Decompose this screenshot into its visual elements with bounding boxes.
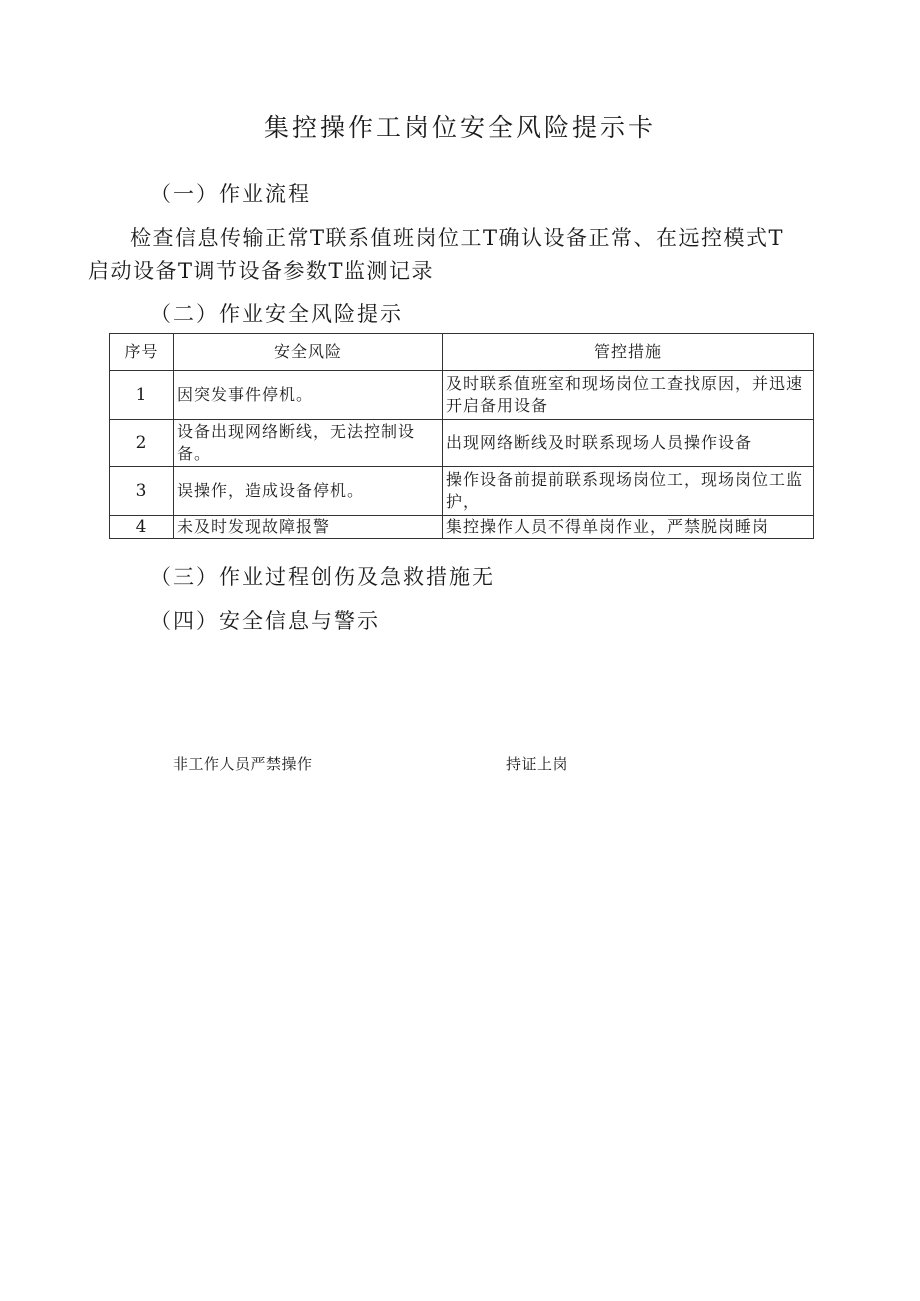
cell-seq: 4 <box>110 516 174 539</box>
cell-measure: 集控操作人员不得单岗作业，严禁脱岗睡岗 <box>443 516 814 539</box>
table-row <box>110 371 814 420</box>
table-header-row <box>110 334 814 371</box>
cell-measure: 出现网络断线及时联系现场人员操作设备 <box>443 420 814 467</box>
column-header-risk: 安全风险 <box>174 334 443 371</box>
section-heading-workflow: （一）作业流程 <box>150 182 311 206</box>
cell-measure: 及时联系值班室和现场岗位工查找原因，并迅速开启备用设备 <box>443 371 814 420</box>
cell-risk: 未及时发现故障报警 <box>174 516 443 539</box>
section-heading-safety-warnings: （四）安全信息与警示 <box>150 609 380 633</box>
section-heading-risk-tips: （二）作业安全风险提示 <box>150 302 403 326</box>
section-heading-first-aid: （三）作业过程创伤及急救措施无 <box>150 565 495 589</box>
column-header-measure: 管控措施 <box>443 334 814 371</box>
workflow-line-2: 启动设备T调节设备参数T监测记录 <box>88 259 435 283</box>
cell-risk: 设备出现网络断线，无法控制设备。 <box>174 420 443 467</box>
cell-risk: 误操作，造成设备停机。 <box>174 467 443 516</box>
workflow-text <box>88 222 828 288</box>
risk-table <box>109 333 814 539</box>
cell-seq: 2 <box>110 420 174 467</box>
cell-seq: 1 <box>110 371 174 420</box>
warning-sign-no-unauthorized-operation: 非工作人员严禁操作 <box>173 755 313 773</box>
column-header-seq: 序号 <box>110 334 174 371</box>
cell-measure: 操作设备前提前联系现场岗位工，现场岗位工监护， <box>443 467 814 516</box>
table-row <box>110 516 814 539</box>
page-title: 集控操作工岗位安全风险提示卡 <box>263 113 656 142</box>
table-row <box>110 467 814 516</box>
cell-risk: 因突发事件停机。 <box>174 371 443 420</box>
warning-sign-certified-only: 持证上岗 <box>506 755 569 773</box>
table-row <box>110 420 814 467</box>
cell-seq: 3 <box>110 467 174 516</box>
workflow-line-1: 检查信息传输正常T联系值班岗位工T确认设备正常、在远控模式T <box>130 226 785 250</box>
